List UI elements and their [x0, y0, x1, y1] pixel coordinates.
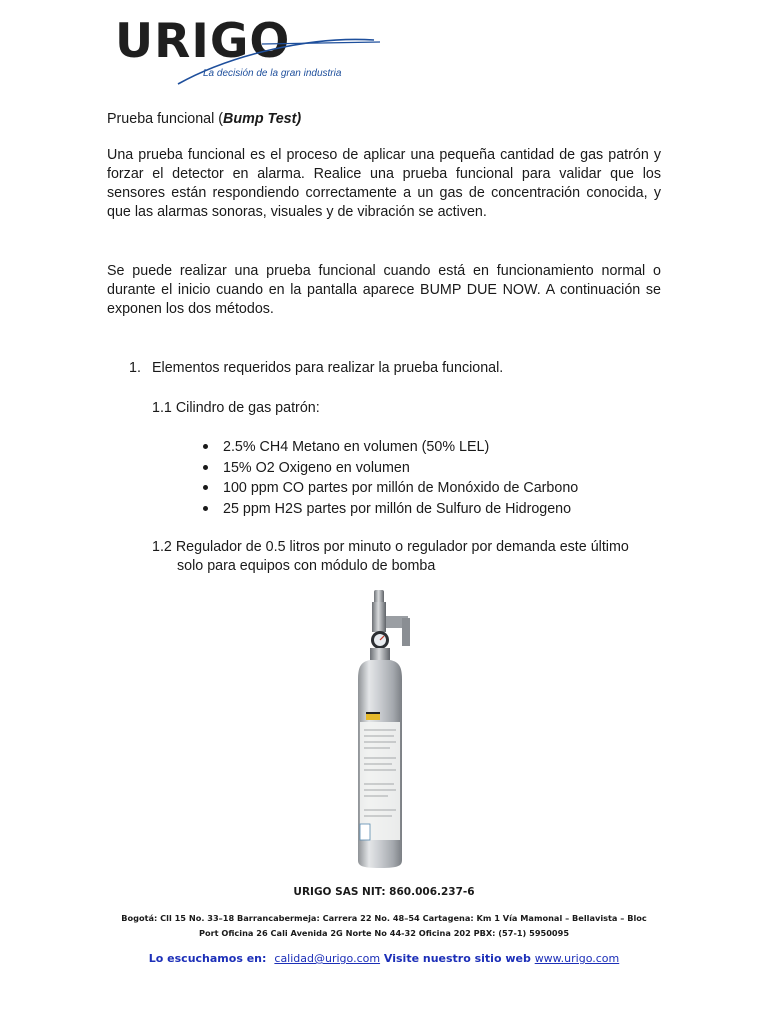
logo-tagline: La decisión de la gran industria — [203, 68, 342, 79]
heading-prefix: Prueba funcional ( — [107, 111, 224, 127]
footer-addresses-2: Port Oficina 26 Cali Avenida 2G Norte No 44-32 Oficina 202 PBX: (57-1) 5950095 — [198, 928, 570, 938]
gas-list — [203, 437, 578, 519]
list-item: 2.5% CH4 Metano en volumen (50% LEL) — [203, 437, 578, 458]
heading-emphasis: Bump Test) — [223, 111, 302, 127]
bullet-icon — [203, 465, 208, 470]
subitem-gas-cylinder: 1.1 Cilindro de gas patrón: — [152, 400, 320, 416]
bullet-icon — [203, 506, 208, 511]
regulator-line-1: 1.2 Regulador de 0.5 litros por minuto o regulador por demanda este último — [152, 539, 629, 555]
footer-company: URIGO SAS NIT: 860.006.237-6 — [293, 886, 475, 898]
contact-prefix: Lo escuchamos en: — [148, 952, 267, 965]
list-item: 25 ppm H2S partes por millón de Sulfuro de Hidrogeno — [203, 499, 578, 520]
regulator-line-2: solo para equipos con módulo de bomba — [177, 558, 436, 574]
intro-paragraph: Una prueba funcional es el proceso de aplicar una pequeña cantidad de gas patrón y forzar el detector en alarma. Realice una prueba funcional para validar que los sensores están respondiendo correctamente a un gas de concentración conocida, y que las alarmas sonoras, visuales y de vibración se activen. — [107, 147, 661, 220]
section-heading — [107, 110, 301, 129]
company-logo — [112, 14, 382, 90]
gas-cylinder-image — [330, 588, 430, 870]
list-item: 100 ppm CO partes por millón de Monóxido de Carbono — [203, 478, 578, 499]
item-number: 1. — [129, 360, 141, 376]
email-link[interactable]: calidad@urigo.com — [274, 952, 381, 965]
methods-paragraph: Se puede realizar una prueba funcional cuando está en funcionamiento normal o durante el inicio cuando en la pantalla aparece BUMP DUE NOW. A continuación se exponen los dos métodos. — [107, 263, 661, 317]
bullet-icon — [203, 444, 208, 449]
website-link[interactable]: www.urigo.com — [534, 952, 620, 965]
list-item: 15% O2 Oxigeno en volumen — [203, 458, 578, 479]
footer-addresses-1: Bogotá: Cll 15 No. 33–18 Barrancabermeja: Carrera 22 No. 48–54 Cartagena: Km 1 Vía Mamonal – Bellavista – Bloc — [121, 913, 647, 923]
bullet-icon — [203, 485, 208, 490]
item-text: Elementos requeridos para realizar la prueba funcional. — [152, 360, 504, 376]
footer-contact — [0, 952, 768, 965]
web-prefix: Visite nuestro sitio web — [383, 952, 531, 965]
numbered-item — [129, 359, 503, 378]
subitem-regulator — [152, 538, 672, 576]
logo-wordmark: URIGO — [115, 14, 291, 69]
